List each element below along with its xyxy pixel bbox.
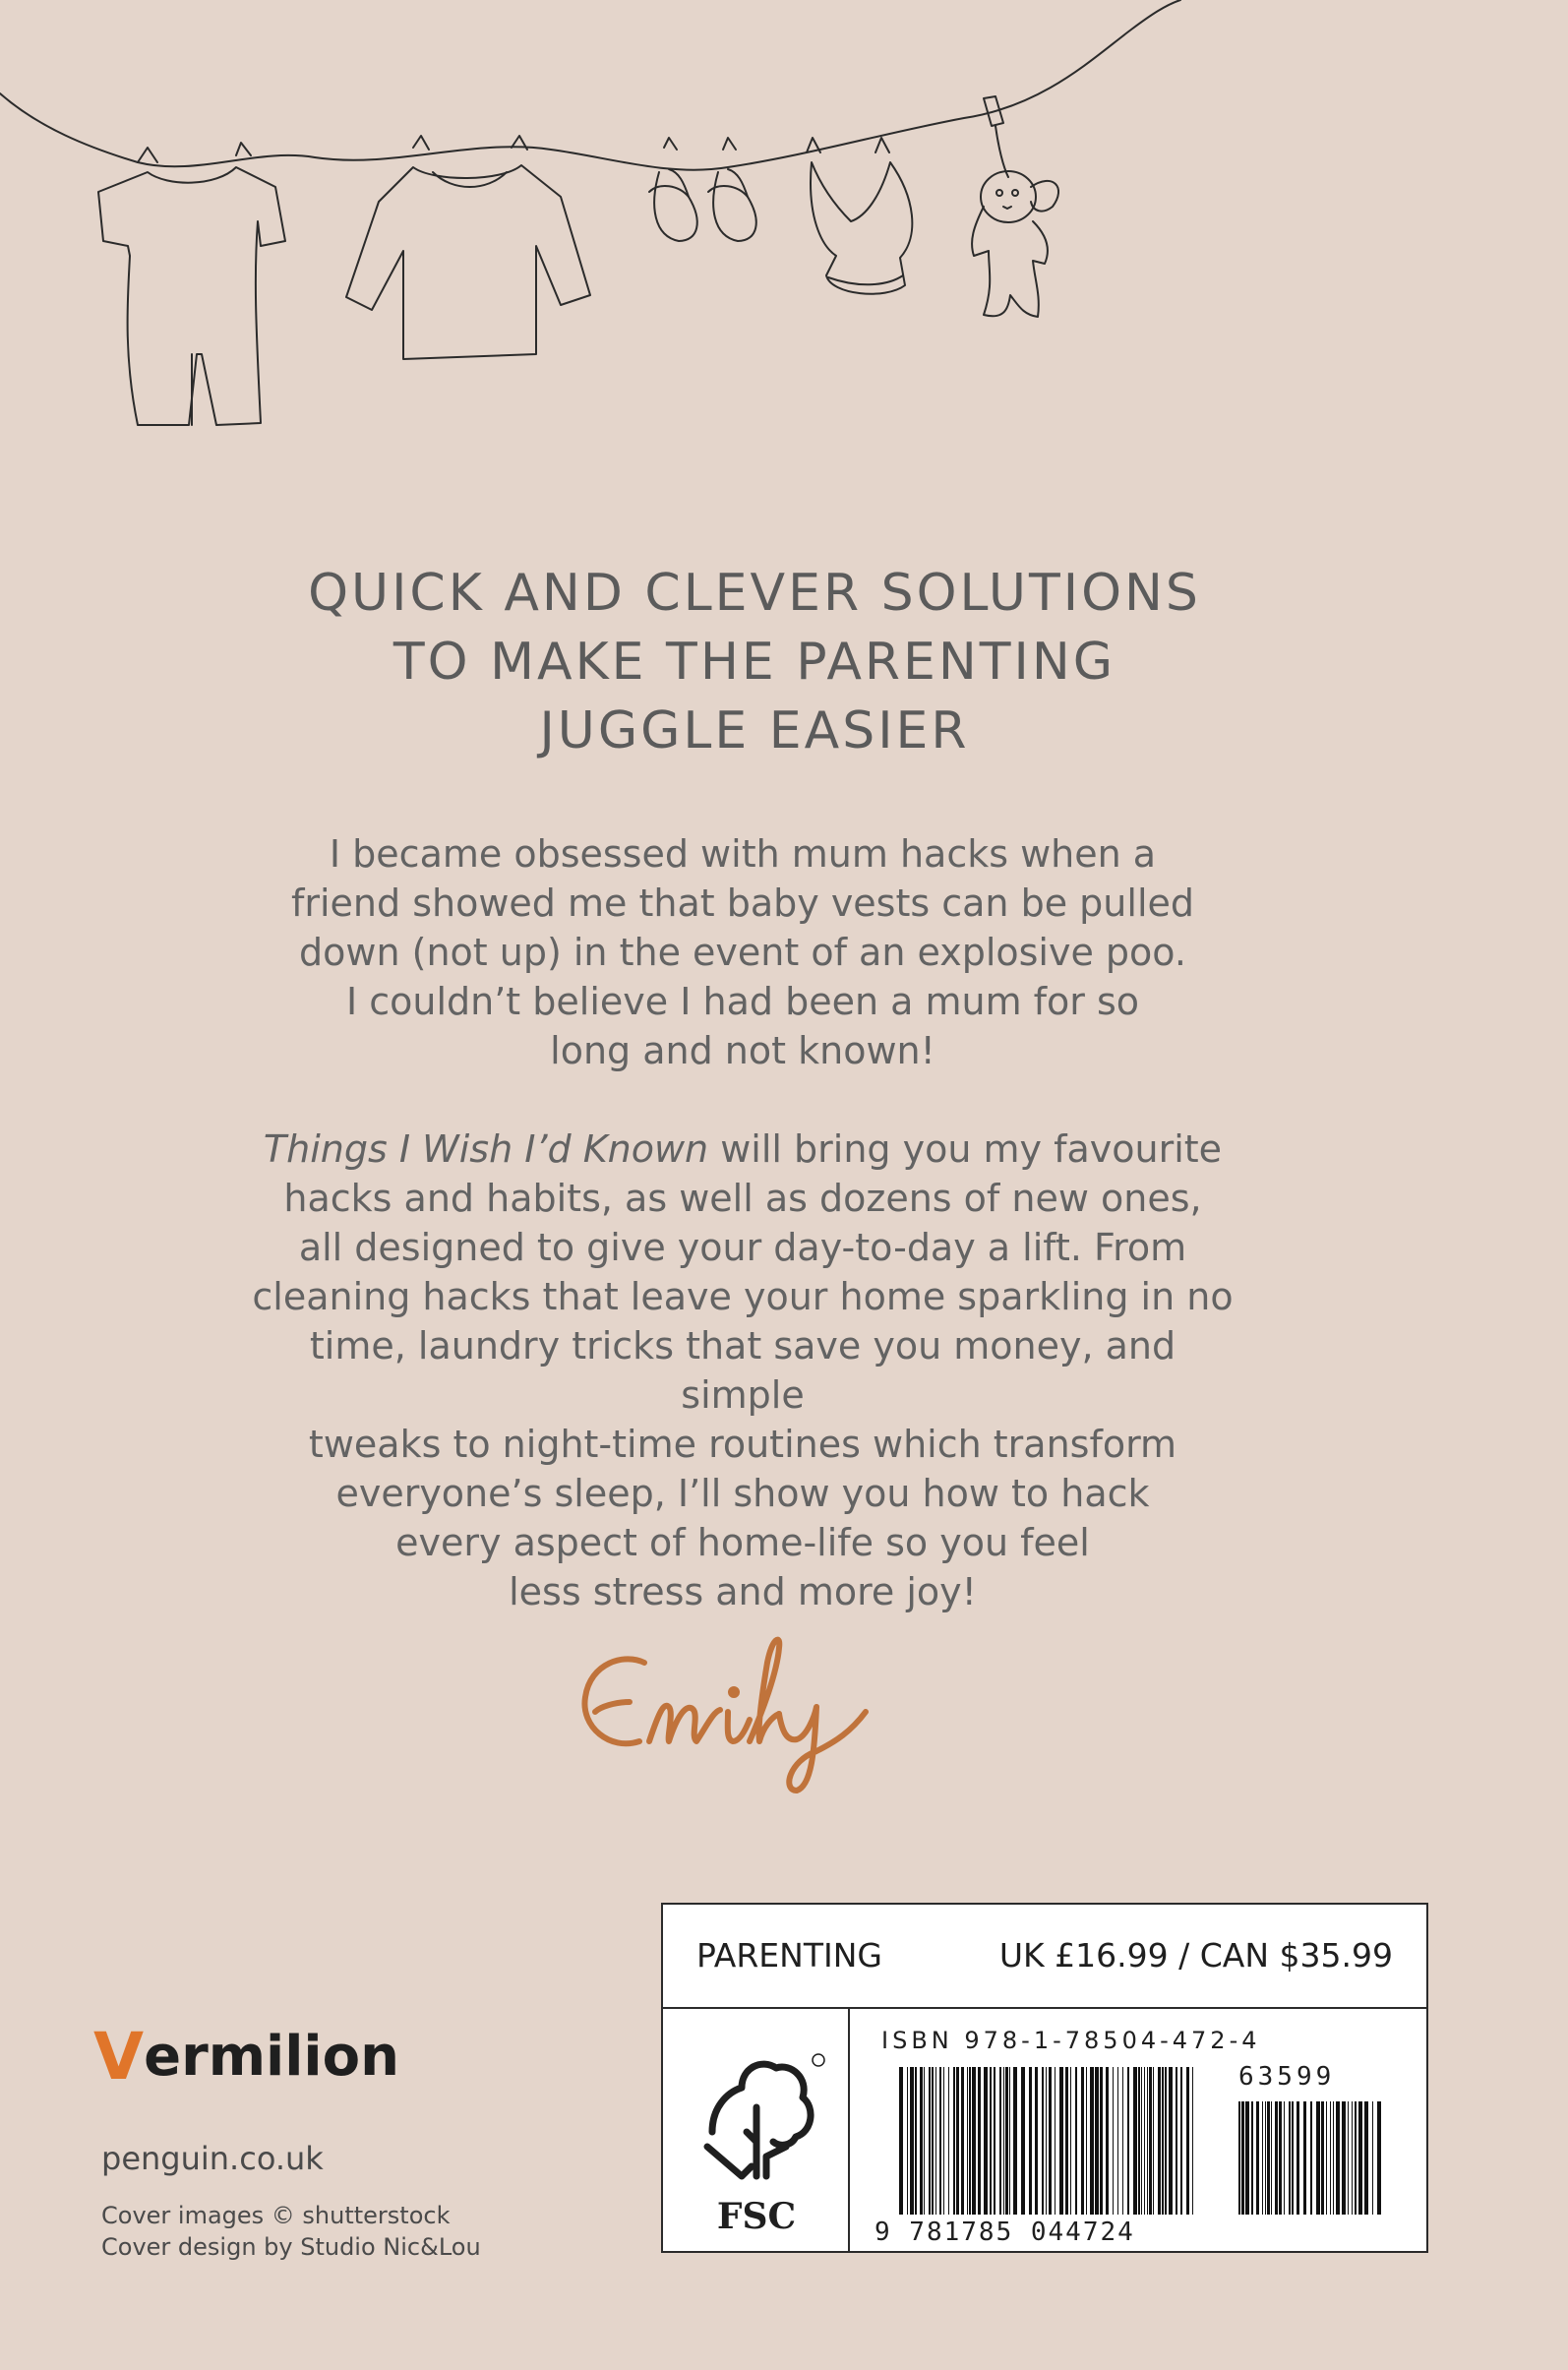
barcode-bar — [1238, 2101, 1240, 2215]
barcode-bar — [1013, 2067, 1017, 2215]
barcode-bar — [1127, 2067, 1129, 2215]
barcode-bar — [961, 2067, 964, 2215]
barcode-bar — [1122, 2067, 1123, 2215]
barcode-bar — [1005, 2067, 1008, 2215]
shirt-drawing — [346, 136, 590, 359]
barcode-bar — [1372, 2101, 1373, 2215]
headline-line: TO MAKE THE PARENTING — [392, 633, 1116, 692]
isbn-label: ISBN 978-1-78504-472-4 — [881, 2027, 1261, 2054]
intro-paragraph — [275, 829, 1210, 1075]
description-line: everyone’s sleep, I’ll show you how to hack — [335, 1472, 1150, 1515]
barcode-bar — [1138, 2067, 1140, 2215]
barcode-bar — [972, 2067, 976, 2215]
addon-digits: 63599 — [1238, 2062, 1336, 2092]
barcode-bar — [1106, 2067, 1109, 2215]
clothesline — [0, 0, 1180, 170]
barcode-bar — [1176, 2067, 1177, 2215]
barcode-bar — [969, 2067, 971, 2215]
barcode-bar — [1342, 2101, 1346, 2215]
barcode-bar — [1113, 2067, 1114, 2215]
barcode-digits: 9 781785 044724 — [874, 2218, 1135, 2247]
description-line — [246, 1124, 1239, 1174]
barcode-bar — [1165, 2067, 1167, 2215]
barcode-bar — [1355, 2101, 1357, 2215]
barcode-bar — [1100, 2067, 1103, 2215]
barcode-bar — [1241, 2101, 1244, 2215]
barcode-bar — [1284, 2101, 1285, 2215]
barcode-bar — [1279, 2101, 1282, 2215]
barcode-bar — [1262, 2101, 1263, 2215]
description-line: hacks and habits, as well as dozens of new ones, — [283, 1177, 1202, 1220]
barcode-bar — [1090, 2067, 1094, 2215]
barcode-bar — [910, 2067, 914, 2215]
fsc-tree-icon — [693, 2048, 830, 2216]
price-barcode-box — [661, 1903, 1428, 2253]
barcode-bar — [1075, 2067, 1077, 2215]
barcode-bar — [932, 2067, 934, 2215]
barcode-bar — [1141, 2067, 1142, 2215]
barcode-bar — [1303, 2101, 1306, 2215]
barcode-bar — [1065, 2067, 1068, 2215]
barcode-bar — [1133, 2067, 1137, 2215]
description-line: cleaning hacks that leave your home sparkling in no — [252, 1275, 1234, 1318]
barcode-bar — [1042, 2067, 1044, 2215]
price-uk: UK £16.99 — [998, 1936, 1169, 1975]
barcode-bar — [1003, 2067, 1004, 2215]
description-line: less stress and more joy! — [509, 1570, 977, 1613]
headline-line: QUICK AND CLEVER SOLUTIONS — [308, 564, 1201, 623]
fsc-label: FSC — [716, 2196, 797, 2237]
barcode-bar — [1251, 2101, 1253, 2215]
price-can: / CAN $35.99 — [1169, 1936, 1393, 1975]
barcode-bar — [1149, 2067, 1152, 2215]
barcode-bar — [1158, 2067, 1161, 2215]
barcode-bar — [978, 2067, 981, 2215]
barcode-bar — [929, 2067, 931, 2215]
barcode-bar — [1321, 2101, 1324, 2215]
barcode-addon — [1238, 2101, 1386, 2215]
barcode-bar — [1049, 2067, 1052, 2215]
barcode-bar — [1009, 2067, 1010, 2215]
signature-emily — [571, 1604, 885, 1800]
barcode-bar — [1330, 2101, 1331, 2215]
barcode-bar — [1289, 2101, 1291, 2215]
barcode-bar — [1046, 2067, 1047, 2215]
barcode-bar — [1086, 2067, 1087, 2215]
barcode-bar — [1059, 2067, 1063, 2215]
info-box-header — [663, 1905, 1426, 2009]
barcode-bar — [967, 2067, 968, 2215]
bunny-hat-drawing — [807, 138, 912, 294]
category-label: PARENTING — [696, 1936, 882, 1975]
barcode-bar — [1035, 2067, 1038, 2215]
intro-line: friend showed me that baby vests can be pulled — [290, 881, 1194, 925]
barcode-bar — [1275, 2101, 1278, 2215]
barcode-bar — [1333, 2101, 1334, 2215]
barcode-bar — [1147, 2067, 1148, 2215]
barcode-bar — [1364, 2101, 1368, 2215]
cover-design-credit: Cover design by Studio Nic&Lou — [101, 2233, 481, 2261]
barcode-bar — [948, 2067, 949, 2215]
barcode-bar — [1292, 2101, 1294, 2215]
barcode-bar — [953, 2067, 955, 2215]
onesie-drawing — [98, 143, 285, 425]
barcode-bar — [1095, 2067, 1099, 2215]
barcode-bar — [1192, 2067, 1193, 2215]
barcode-bar — [1162, 2067, 1164, 2215]
book-title: Things I Wish I’d Known — [263, 1127, 709, 1171]
barcode-bar — [1144, 2067, 1145, 2215]
barcode-bar — [1326, 2101, 1327, 2215]
barcode-bar — [1310, 2101, 1312, 2215]
barcode-bar — [956, 2067, 959, 2215]
description-line: tweaks to night-time routines which transform — [308, 1423, 1177, 1466]
barcode-bar — [1336, 2101, 1340, 2215]
toy-bunny-drawing — [972, 96, 1058, 317]
barcode-bar — [1297, 2101, 1299, 2215]
barcode-bar — [1377, 2101, 1381, 2215]
barcode-bar — [935, 2067, 936, 2215]
barcode-bar — [915, 2067, 917, 2215]
barcode-bar — [1169, 2067, 1173, 2215]
headline-line: JUGGLE EASIER — [539, 701, 970, 760]
description-line: all designed to give your day-to-day a lift. From — [298, 1226, 1187, 1269]
clothesline-illustration — [0, 0, 1568, 512]
barcode-bar — [1021, 2067, 1025, 2215]
intro-line: I became obsessed with mum hacks when a — [329, 832, 1157, 876]
barcode-bar — [943, 2067, 944, 2215]
barcode — [899, 2067, 1194, 2215]
barcode-bar — [1358, 2101, 1362, 2215]
barcode-bar — [1245, 2101, 1249, 2215]
barcode-bar — [1265, 2101, 1266, 2215]
barcode-bar — [994, 2067, 995, 2215]
description-line: time, laundry tricks that save you money, and simple — [309, 1324, 1176, 1417]
publisher-website[interactable]: penguin.co.uk — [101, 2140, 324, 2177]
barcode-bar — [1070, 2067, 1071, 2215]
cover-images-credit: Cover images © shutterstock — [101, 2202, 451, 2229]
barcode-bar — [1348, 2101, 1349, 2215]
barcode-bar — [899, 2067, 903, 2215]
fsc-logo-cell — [663, 2009, 850, 2253]
booties-drawing — [649, 138, 756, 241]
barcode-bar — [1186, 2067, 1189, 2215]
barcode-bar — [1256, 2101, 1259, 2215]
barcode-bar — [1117, 2067, 1118, 2215]
logo-mark: V — [93, 2018, 145, 2095]
intro-line: I couldn’t believe I had been a mum for so — [345, 980, 1140, 1023]
description-line-rest: will bring you my favourite — [708, 1127, 1223, 1171]
barcode-bar — [1316, 2101, 1320, 2215]
barcode-bar — [1081, 2067, 1084, 2215]
description-line: every aspect of home-life so you feel — [395, 1521, 1090, 1564]
barcode-bar — [920, 2067, 923, 2215]
headline — [194, 559, 1315, 765]
barcode-bar — [1267, 2101, 1270, 2215]
logo-text: ermilion — [144, 2024, 399, 2089]
description-paragraph — [246, 1124, 1239, 1616]
barcode-bar — [1029, 2067, 1032, 2215]
publisher-logo — [93, 2017, 399, 2096]
barcode-bar — [1153, 2067, 1154, 2215]
intro-line: down (not up) in the event of an explosive poo. — [299, 931, 1186, 974]
price-label — [999, 1936, 1393, 1975]
barcode-bar — [939, 2067, 941, 2215]
barcode-bar — [1271, 2101, 1272, 2215]
barcode-bar — [1180, 2067, 1182, 2215]
barcode-bar — [907, 2067, 908, 2215]
barcode-bar — [1352, 2101, 1353, 2215]
barcode-bar — [984, 2067, 988, 2215]
barcode-bar — [924, 2067, 925, 2215]
barcode-bar — [999, 2067, 1001, 2215]
barcode-bar — [990, 2067, 992, 2215]
intro-line: long and not known! — [550, 1029, 935, 1072]
